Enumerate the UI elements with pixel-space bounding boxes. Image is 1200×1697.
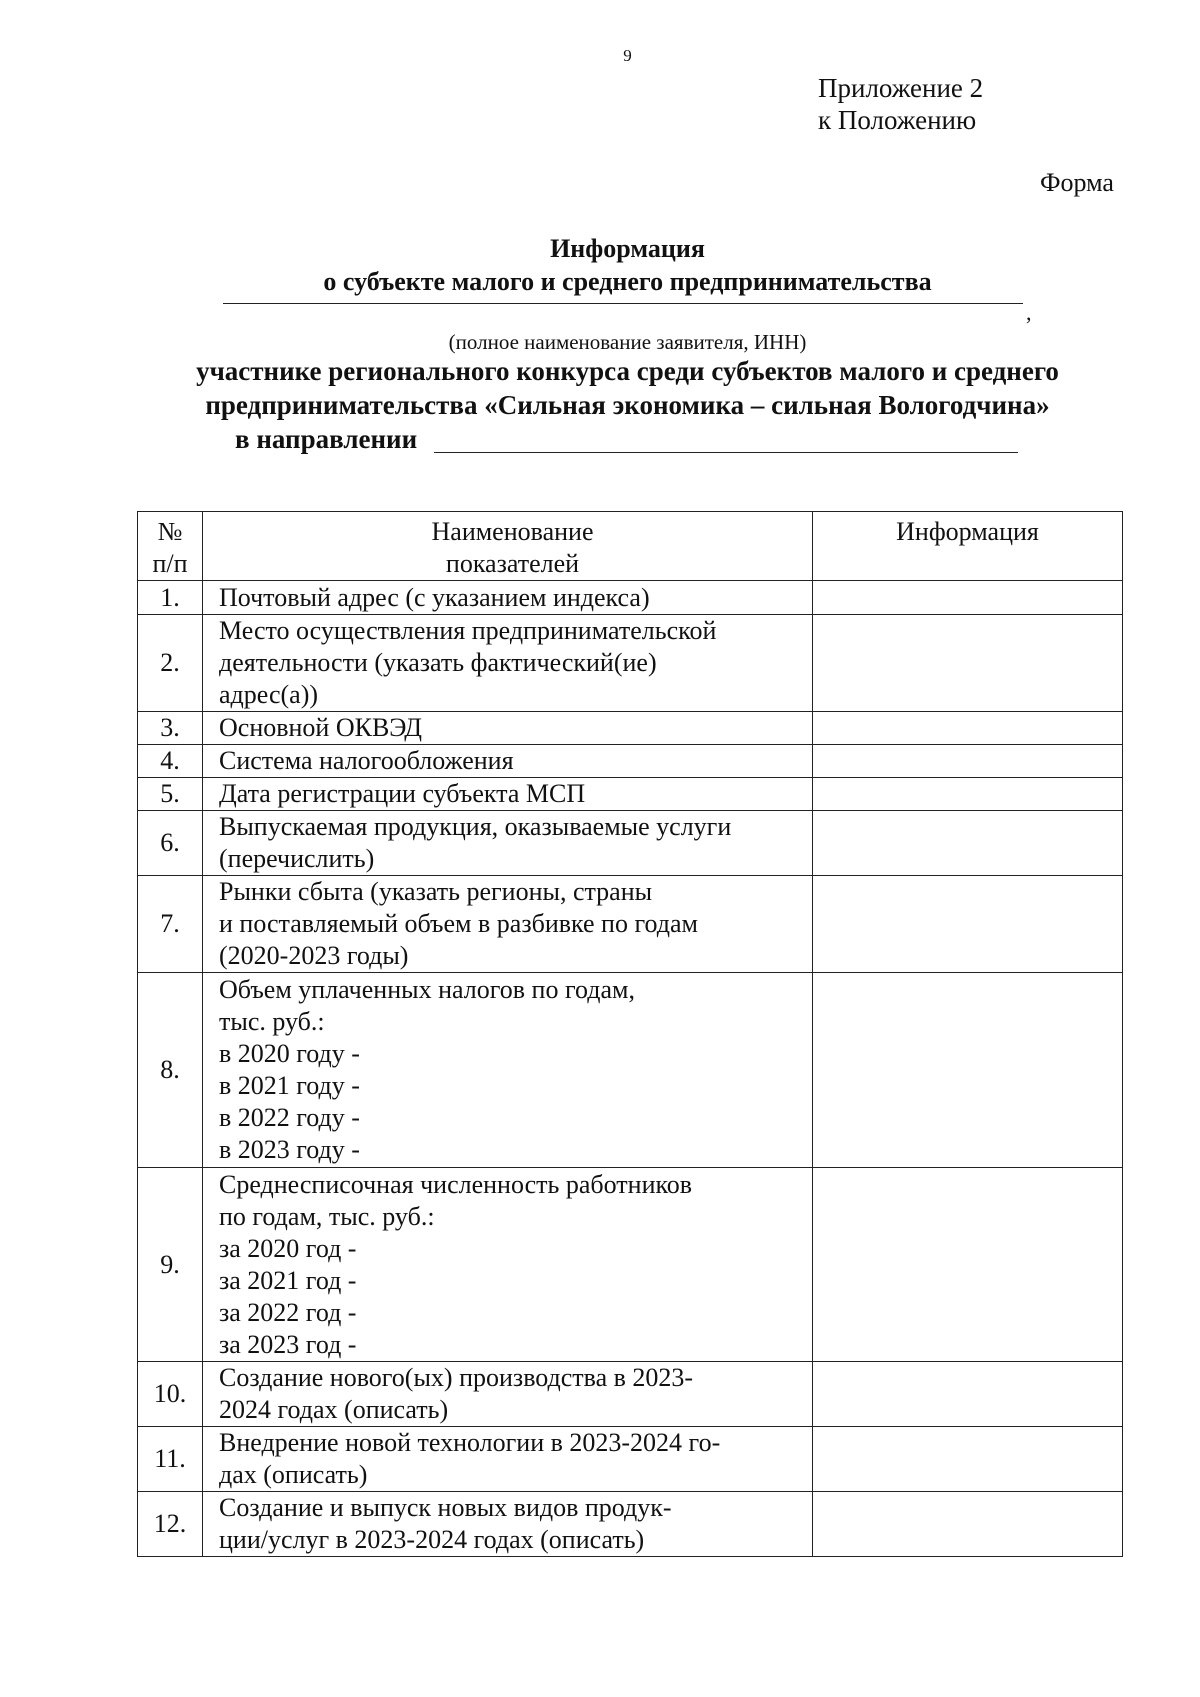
row-indicator-line: в 2021 году - — [219, 1071, 360, 1100]
row-indicator-line: Внедрение новой технологии в 2023-2024 го- — [219, 1428, 721, 1457]
row-indicator — [203, 615, 813, 712]
row-indicator-line: в 2020 году - — [219, 1039, 360, 1068]
row-indicator-line: Создание нового(ых) производства в 2023- — [219, 1363, 694, 1392]
row-indicator — [203, 876, 813, 973]
row-number: 10. — [138, 1362, 203, 1427]
row-indicator-line: за 2021 год - — [219, 1265, 357, 1295]
row-indicator-line: Место осуществления предпринимательской — [219, 616, 717, 645]
header-num-line-2: п/п — [152, 549, 188, 578]
direction-line[interactable] — [434, 452, 1018, 453]
applicant-comma: , — [1026, 300, 1032, 325]
row-number: 11. — [138, 1427, 203, 1492]
row-number: 9. — [138, 1168, 203, 1362]
document-title: Информация — [550, 234, 705, 263]
row-info-cell[interactable] — [813, 876, 1123, 973]
table-header-row — [138, 512, 1123, 581]
row-indicator-line: (перечислить) — [219, 844, 375, 873]
row-indicator — [203, 973, 813, 1168]
header-name-line-2: показателей — [445, 549, 580, 578]
row-indicator-line: Рынки сбыта (указать регионы, страны — [219, 877, 653, 906]
row-indicator-line: по годам, тыс. руб.: — [219, 1201, 435, 1231]
row-info-cell[interactable] — [813, 745, 1123, 778]
table-row — [138, 973, 1123, 1168]
table-row — [138, 745, 1123, 778]
appendix-line-1: Приложение 2 — [818, 73, 984, 103]
row-indicator-line: тыс. руб.: — [219, 1007, 325, 1036]
row-indicator-line: 2024 годах (описать) — [219, 1395, 449, 1424]
row-indicator — [203, 581, 813, 615]
table-row — [138, 712, 1123, 745]
row-info-cell[interactable] — [813, 778, 1123, 811]
row-indicator-line: дах (описать) — [219, 1460, 368, 1489]
row-indicator — [203, 712, 813, 745]
header-num-line-1: № — [157, 517, 183, 546]
row-indicator-line: адрес(а)) — [219, 680, 319, 709]
row-indicator-line: Создание и выпуск новых видов продук- — [219, 1493, 672, 1522]
table-row — [138, 581, 1123, 615]
row-indicator-line: в 2023 году - — [219, 1135, 360, 1164]
header-info: Информация — [813, 512, 1123, 581]
form-label: Форма — [1040, 168, 1114, 197]
row-indicator-line: за 2020 год - — [219, 1233, 357, 1263]
row-indicator-line: Основной ОКВЭД — [219, 713, 423, 742]
row-number: 7. — [138, 876, 203, 973]
row-info-cell[interactable] — [813, 1362, 1123, 1427]
row-number: 12. — [138, 1492, 203, 1557]
applicant-name-line[interactable] — [223, 303, 1023, 304]
row-number: 3. — [138, 712, 203, 745]
row-indicator-line: Объем уплаченных налогов по годам, — [219, 975, 635, 1004]
row-indicator — [203, 1427, 813, 1492]
table-row — [138, 778, 1123, 811]
appendix-line-2: к Положению — [818, 105, 977, 135]
header-name — [203, 512, 813, 581]
row-indicator-line: Среднесписочная численность работников — [219, 1169, 693, 1199]
header-name-line-1: Наименование — [431, 517, 594, 546]
row-indicator-line: Система налогообложения — [219, 746, 514, 775]
row-info-cell[interactable] — [813, 811, 1123, 876]
row-info-cell[interactable] — [813, 615, 1123, 712]
row-indicator — [203, 778, 813, 811]
row-indicator — [203, 1492, 813, 1557]
row-info-cell[interactable] — [813, 581, 1123, 615]
row-info-cell[interactable] — [813, 1492, 1123, 1557]
table-row — [138, 615, 1123, 712]
row-info-cell[interactable] — [813, 1427, 1123, 1492]
row-info-cell[interactable] — [813, 712, 1123, 745]
applicant-caption: (полное наименование заявителя, ИНН) — [448, 330, 807, 354]
contest-line-1: участнике регионального конкурса среди субъектов малого и среднего — [196, 356, 1059, 386]
row-number: 1. — [138, 581, 203, 615]
direction-label: в направлении — [235, 424, 418, 454]
row-number: 4. — [138, 745, 203, 778]
row-indicator-line: ции/услуг в 2023-2024 годах (описать) — [219, 1525, 645, 1554]
row-indicator-line: Почтовый адрес (с указанием индекса) — [219, 582, 650, 612]
row-number: 6. — [138, 811, 203, 876]
row-indicator — [203, 745, 813, 778]
row-indicator-line: Выпускаемая продукция, оказываемые услуги — [219, 812, 732, 841]
row-indicator-line: за 2022 год - — [219, 1297, 357, 1327]
page-number: 9 — [623, 46, 632, 65]
appendix-reference — [818, 72, 983, 136]
row-number: 5. — [138, 778, 203, 811]
row-info-cell[interactable] — [813, 973, 1123, 1168]
document-subtitle: о субъекте малого и среднего предпринимательства — [323, 267, 932, 296]
table-row — [138, 876, 1123, 973]
row-indicator — [203, 1168, 813, 1362]
contest-line-2: предпринимательства «Сильная экономика – сильная Вологодчина» — [205, 390, 1050, 420]
row-number: 2. — [138, 615, 203, 712]
header-num — [138, 512, 203, 581]
row-indicator — [203, 811, 813, 876]
row-number: 8. — [138, 973, 203, 1168]
table-row — [138, 811, 1123, 876]
table-row — [138, 1362, 1123, 1427]
row-indicator — [203, 1362, 813, 1427]
row-indicator-line: Дата регистрации субъекта МСП — [219, 779, 586, 808]
table-row — [138, 1168, 1123, 1362]
info-table — [137, 511, 1123, 1557]
table-row — [138, 1492, 1123, 1557]
row-indicator-line: деятельности (указать фактический(ие) — [219, 648, 657, 677]
row-indicator-line: и поставляемый объем в разбивке по годам — [219, 909, 698, 938]
row-info-cell[interactable] — [813, 1168, 1123, 1362]
row-indicator-line: за 2023 год - — [219, 1329, 357, 1359]
table-row — [138, 1427, 1123, 1492]
row-indicator-line: в 2022 году - — [219, 1103, 360, 1132]
row-indicator-line: (2020-2023 годы) — [219, 941, 409, 970]
